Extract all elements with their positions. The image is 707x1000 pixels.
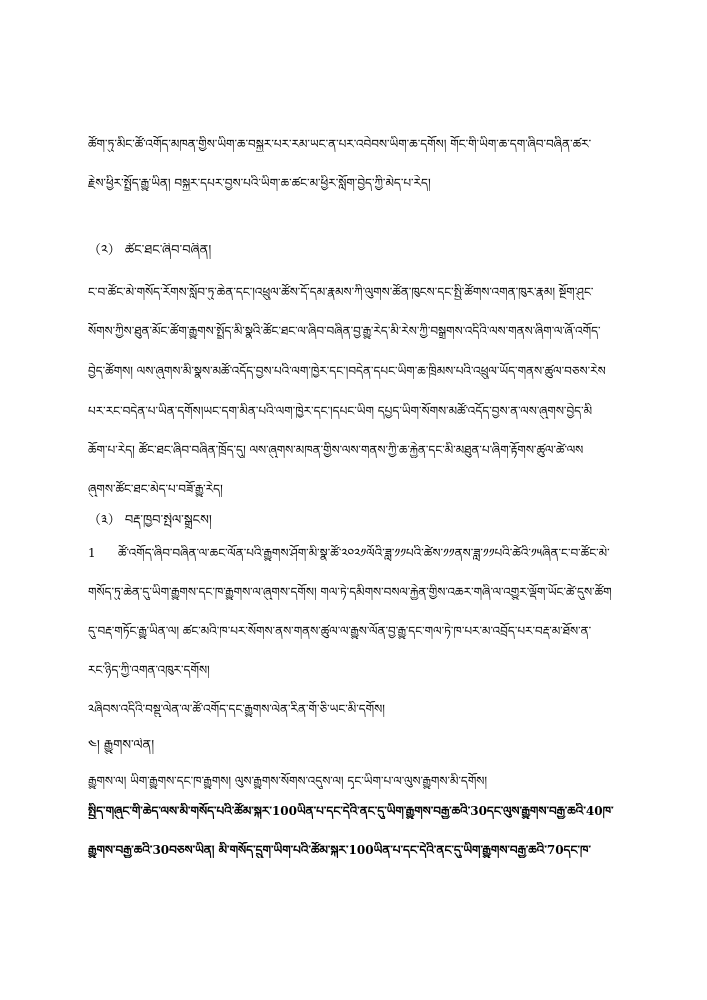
section-heading: ༤། རྒྱུགས་ལེན།	[88, 738, 155, 753]
paragraph-line: གསོད་ཏུ་ཆེན་དུ་ཡིག་རྒྱུགས་དང་ཁ་རྒྱུགས་ལ་ཞུགས་དགོས། གལ་ཏེ་དམིགས་བསལ་རྐྱེན་གྱིས་འཆར་གཞི་ལ་འགྱུར་ལྡོག་ཡོང་ཚེ་དུས་ཚོག	[88, 585, 612, 599]
paragraph-line: བྱེད་ཚོགས། ལས་ཞུགས་མི་སྣས་མཚོ་འདོད་བྱས་པའི་ལག་ཁྱེར་དང་།བདེན་དཔང་ཡིག་ཆ་ཁྲིམས་པའི་འཕྲུལ་ཡོད་གནས་ཚུལ་བཅས་རེས	[88, 364, 606, 378]
list-number: 1	[88, 546, 96, 560]
paragraph-line: ཞུགས་ཚོང་ཐང་མེད་པ་བཟོ་རྒྱུ་རེད།	[88, 482, 223, 496]
paragraph-line-bold: སྤྱིད་གཞུང་གི་ཆེད་ལས་མི་གསོད་པའི་ཚོམ་སྐར་100ཡིན་པ་དང་དེའི་ནང་དུ་ཡིག་རྒྱུགས་བརྒྱ་ཆའི་30དང་ལུས་རྒྱུགས་བརྒྱ་ཆའི་40ཁ་	[88, 804, 614, 818]
paragraph-line: སོགས་ཀྱིས་ཐུན་མོང་ཚོག་རྒྱུགས་སྤྲོད་མི་སྣའི་ཚོང་ཐང་ལ་ཞིབ་བཞིན་བྱ་རྒྱུ་རེད་མི་རེས་ཀྱི་བསྒྲུགས་འདིའི་ལས་གནས་ཞིག་ལ་ཞོ་འགོད་	[88, 324, 601, 338]
section-heading: （༢） ཚོང་ཐང་ཞིབ་བཞིན།	[88, 243, 212, 258]
paragraph-line: ཚོག་ཏུ་མིང་ཚོ་འགོད་མཁན་གྱིས་ཡིག་ཆ་བསྐྱར་པར་རམ་ཡང་ན་པར་འབེབས་ཡིག་ཆ་དགོས། གོང་གི་ཡིག་ཆ་དག་ཞིབ་བཞིན་ཚར་	[88, 137, 592, 151]
paragraph-line-bold: རྒྱུགས་བརྒྱ་ཆའི་30བཅས་ཡིན། མི་གསོད་དྲུག་ཡིག་པའི་ཚོམ་སྐར་100ཡིན་པ་དང་དེའི་ནང་དུ་ཡིག་རྒྱུགས་བརྒྱ་ཆའི་70དང་ཁ་	[88, 843, 591, 857]
paragraph-line: ཆོག་པ་རེད། ཚོང་ཐང་ཞིབ་བཞིན་ཁྲོད་དུ། ལས་ཞུགས་མཁན་གྱིས་ལས་གནས་ཀྱི་ཆ་རྐྱེན་དང་མི་མཐུན་པ་ཞིག་རྟོགས་ཚུལ་ཚེ་ལས	[88, 443, 584, 457]
paragraph-line: དུ་བརྡ་གཏོང་རྒྱུ་ཡིན་ལ། ཚང་མའི་ཁ་པར་སོགས་ནས་གནས་ཚུལ་ལ་རྒྱུས་ལོན་བྱ་རྒྱུ་དང་གལ་ཏེ་ཁ་པར་མ་འབྲོད་པར་བརྡ་མ་ཐོས་ན་	[88, 624, 592, 638]
paragraph-line: ཚོ་འགོད་ཞིབ་བཞིན་ལ་ཆང་ལོན་པའི་རྒྱུགས་ཤོག་མི་སྣ་ཚོ་༢༠༢༡ལོའི་ཟླ་༡༡པའི་ཚེས་༡༡ནས་ཟླ་༡༡པའི་ཚེའི་༡༥ཞིན་ང་བ་ཚོང་མེ་	[118, 546, 610, 560]
paragraph-line: པར་རང་བདེན་པ་ཡིན་དགོས།ཡང་དག་མིན་པའི་ལག་ཁྱེར་དང་།དཔང་ཡིག དཔྱད་ཡིག་སོགས་མཚོ་འདོད་བྱས་ན་ལས་ཞུགས་བྱེད་མི	[88, 404, 593, 418]
paragraph-line: ང་བ་ཚོང་མེ་གསོད་རོགས་སློབ་ཏུ་ཆེན་དང་།འཕྲུལ་ཚོས་དོ་དམ་རྣམས་ཀི་ལུགས་ཚོན་ཁུངས་དང་སྤྱི་ཚོགས་འགན་ཁུར་རྣམ། སྔོག་ཤུང་	[88, 285, 594, 299]
paragraph-line: རྒྱུགས་ལ། ཡིག་རྒྱུགས་དང་ཁ་རྒྱུགས། ལུས་རྒྱུགས་སོགས་འདུས་ལ། དྭང་ཡིག་པ་ལ་ལུས་རྒྱུགས་མི་དགོས།	[88, 774, 488, 788]
paragraph-line: རྗེས་ཕྱིར་སྤྲོད་རྒྱུ་ཡིན། བསྐྱར་དཔར་བྱས་པའི་ཡིག་ཆ་ཚང་མ་ཕྱིར་སློག་བྱེད་ཀྱི་མེད་པ་རེད།	[88, 176, 431, 190]
paragraph-line: རང་ཉིད་ཀྱི་འགན་འཁུར་དགོས།	[88, 663, 210, 677]
section-heading: （༣） བརྡ་ཁྱབ་སྤེལ་སྒྲུངས།	[88, 513, 212, 528]
paragraph-line: ༢ཞིབས་འདིའི་བསྡུ་ལེན་ལ་ཚོ་འགོད་དང་རྒྱུགས་ལེན་རིན་གོ་ཅི་ཡང་མི་དགོས།	[88, 702, 385, 716]
